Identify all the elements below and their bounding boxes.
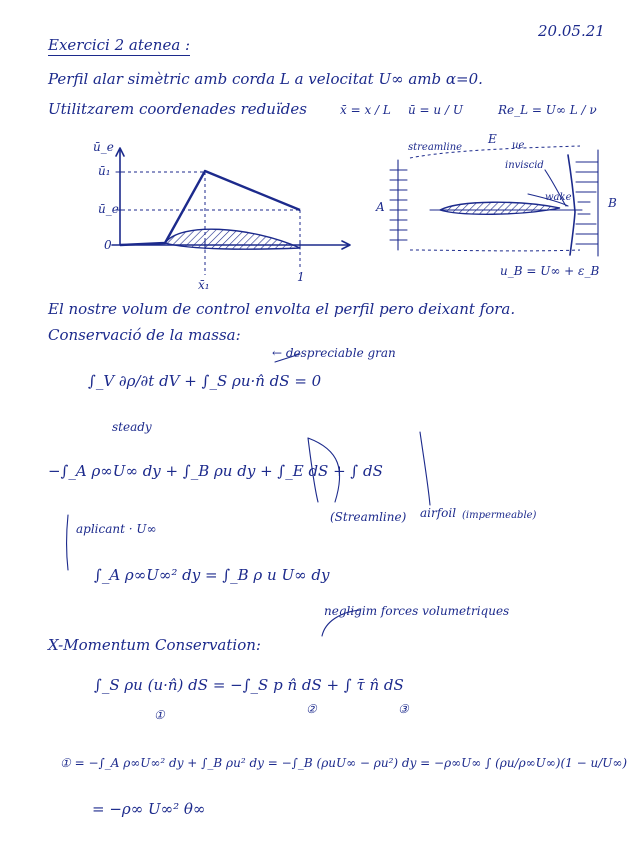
outlet-arrows [576,162,598,244]
bottom-streamline [410,250,580,251]
y-tick-zero: 0 [104,238,112,252]
mass-equation-expanded: −∫_A ρ∞U∞ dy + ∫_B ρu dy + ∫_E dS + ∫ dS [48,462,383,480]
xbar-definition: x̄ = x / L [340,103,391,117]
ue-label: ue [512,140,525,151]
momentum-term-1: ① = −∫_A ρ∞U∞² dy + ∫_B ρu² dy = −∫_B (ρuU∞ − ρu²) dy = −ρ∞U∞ ∫ (ρu/ρ∞U∞)(1 − u/U∞) [60,756,628,770]
surface-E-label: E [488,132,497,146]
date-label: 20.05.21 [538,22,605,40]
apply-note: aplicant · U∞ [76,522,157,536]
term-label-1: ① [154,708,165,722]
y-axis-label: ū_e [93,140,114,154]
mass-flux-equation: ∫_A ρ∞U∞² dy = ∫_B ρ u U∞ dy [94,566,330,584]
airfoil-shape [165,229,300,249]
velocity-graph [112,148,350,275]
page-title: Exercici 2 atenea : [48,36,191,54]
cv-airfoil-shape [440,202,560,214]
wake-label: wake [545,192,572,203]
y-tick-u1: ū₁ [98,164,111,178]
intro-line-1: Perfil alar simètric amb corda L a velocitat U∞ amb α=0. [48,70,483,88]
control-volume-line: El nostre volum de control envolta el perfil pero deixant fora. [48,300,516,318]
inlet-arrows [390,160,407,250]
inviscid-label: inviscid [505,160,544,171]
airfoil-note: airfoil [420,506,457,520]
x-tick-x1: x̄₁ [198,278,210,292]
momentum-term-1-result: = −ρ∞ U∞² θ∞ [92,800,206,818]
reynolds-definition: Re_L = U∞ L / ν [498,103,597,117]
outlet-boundary [568,155,575,255]
apply-bracket [67,515,69,570]
term-label-3: ③ [398,702,409,716]
outlet-velocity-label: u_B = U∞ + ε_B [500,264,600,278]
y-tick-ue: ū_e [98,202,119,216]
steady-note: steady [112,420,152,434]
streamline-label: streamline [408,142,463,153]
momentum-heading: X-Momentum Conservation: [48,636,261,654]
momentum-equation: ∫_S ρu (u·n̂) dS = −∫_S p n̂ dS + ∫ τ̄ n̂ dS [94,676,404,694]
integral-strokes [67,354,431,636]
mass-equation: ∫_V ∂ρ/∂t dV + ∫_S ρu·n̂ dS = 0 [88,372,322,390]
impermeable-note: (impermeable) [462,510,537,521]
term-label-2: ② [306,702,317,716]
mass-conservation-heading: Conservació de la massa: [48,326,241,344]
neglect-note: ← despreciable gran [272,346,396,360]
surface-A-label: A [376,200,385,214]
ubar-definition: ū = u / U [408,103,463,117]
streamline-note: (Streamline) [330,510,407,524]
x-tick-one: 1 [297,270,305,284]
intro-line-2: Utilitzarem coordenades reduïdes [48,100,307,118]
airfoil-surface-sketch [420,432,430,505]
volumetric-forces-note: negligim forces volumetriques [324,604,510,618]
surface-B-label: B [608,196,617,210]
